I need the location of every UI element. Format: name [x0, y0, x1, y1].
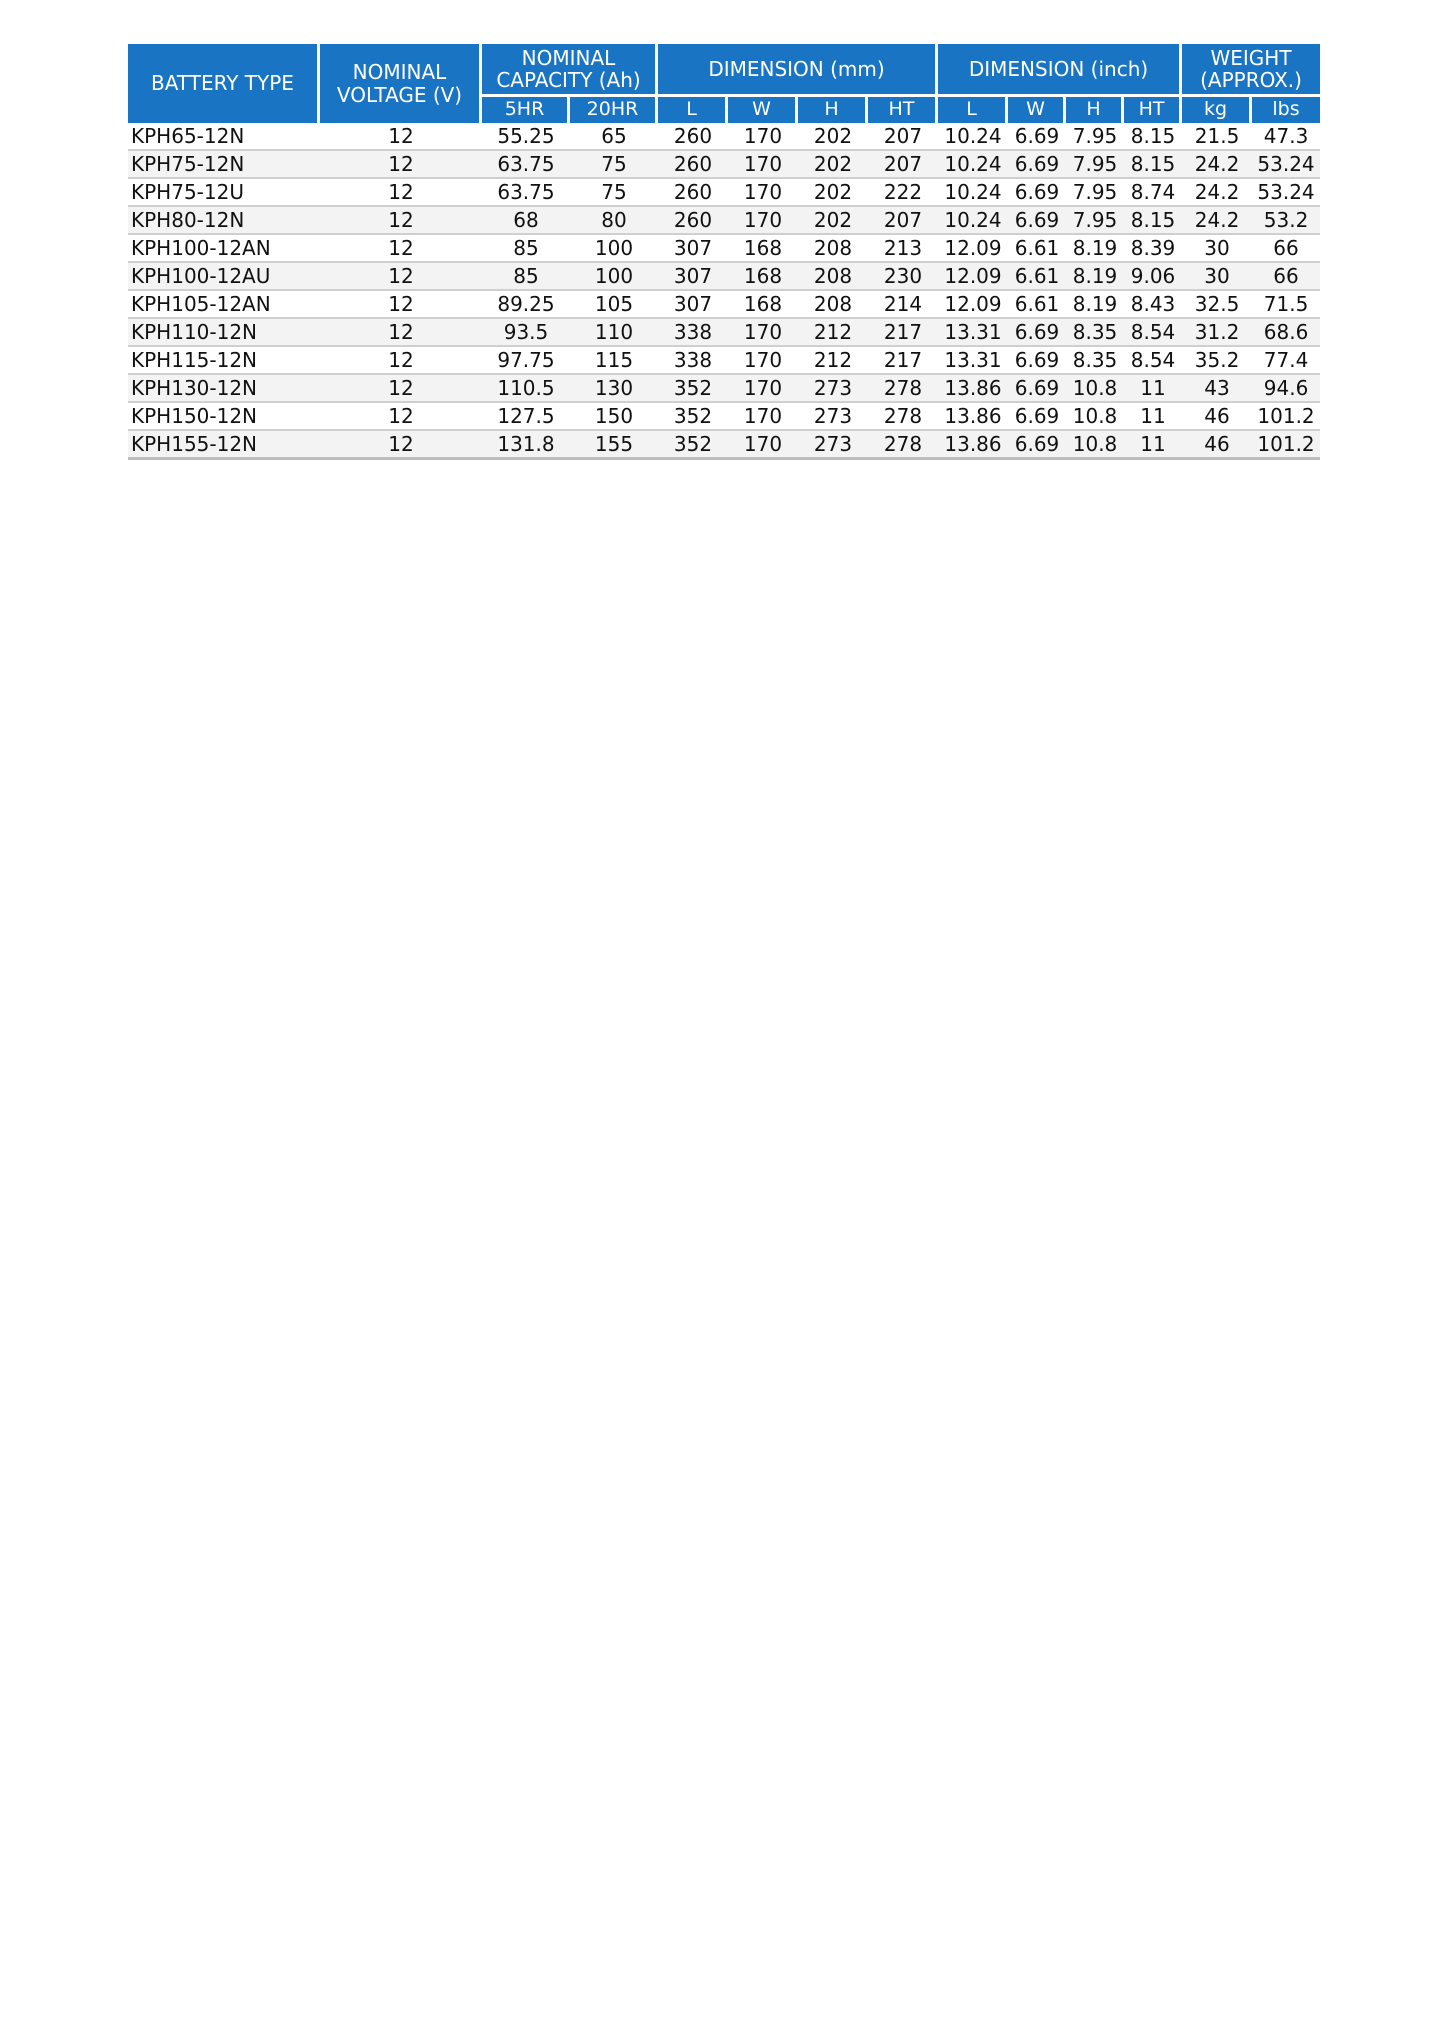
cell-dim-inch-l: 13.31	[938, 347, 1008, 375]
cell-dim-mm-l: 352	[658, 431, 728, 460]
battery-spec-table	[128, 44, 1320, 460]
cell-nominal-voltage: 12	[320, 375, 482, 403]
cell-dim-mm-h: 212	[798, 347, 868, 375]
cell-dim-inch-l: 13.31	[938, 319, 1008, 347]
table-row	[128, 151, 1320, 179]
cell-nominal-voltage: 12	[320, 347, 482, 375]
cell-dim-mm-w: 170	[728, 319, 798, 347]
cell-dim-inch-ht: 11	[1124, 431, 1182, 460]
cell-weight-kg: 24.2	[1182, 207, 1252, 235]
cell-dim-inch-w: 6.61	[1008, 235, 1066, 263]
cell-dim-mm-h: 202	[798, 207, 868, 235]
cell-capacity-20hr: 75	[570, 179, 658, 207]
cell-weight-lbs: 53.24	[1252, 151, 1320, 179]
cell-dim-inch-l: 13.86	[938, 375, 1008, 403]
cell-battery-type: KPH115-12N	[128, 347, 320, 375]
cell-nominal-voltage: 12	[320, 123, 482, 151]
cell-dim-inch-w: 6.61	[1008, 263, 1066, 291]
cell-dim-mm-w: 170	[728, 207, 798, 235]
cell-dim-mm-w: 168	[728, 263, 798, 291]
cell-dim-mm-h: 273	[798, 431, 868, 460]
cell-battery-type: KPH150-12N	[128, 403, 320, 431]
cell-dim-inch-ht: 8.15	[1124, 207, 1182, 235]
cell-dim-mm-l: 260	[658, 123, 728, 151]
table-row	[128, 179, 1320, 207]
cell-capacity-20hr: 155	[570, 431, 658, 460]
cell-dim-inch-w: 6.61	[1008, 291, 1066, 319]
cell-dim-inch-w: 6.69	[1008, 319, 1066, 347]
cell-dim-mm-ht: 207	[868, 151, 938, 179]
cell-dim-mm-l: 352	[658, 403, 728, 431]
cell-capacity-20hr: 105	[570, 291, 658, 319]
cell-dim-inch-h: 7.95	[1066, 123, 1124, 151]
cell-weight-lbs: 77.4	[1252, 347, 1320, 375]
cell-dim-mm-ht: 213	[868, 235, 938, 263]
cell-capacity-20hr: 80	[570, 207, 658, 235]
cell-dim-inch-l: 10.24	[938, 207, 1008, 235]
cell-nominal-voltage: 12	[320, 179, 482, 207]
subheader-mm-l: L	[658, 97, 728, 123]
cell-weight-lbs: 68.6	[1252, 319, 1320, 347]
cell-weight-lbs: 101.2	[1252, 403, 1320, 431]
cell-capacity-5hr: 89.25	[482, 291, 570, 319]
cell-dim-mm-l: 260	[658, 151, 728, 179]
cell-weight-kg: 43	[1182, 375, 1252, 403]
cell-weight-kg: 24.2	[1182, 151, 1252, 179]
cell-dim-inch-ht: 11	[1124, 403, 1182, 431]
cell-dim-mm-l: 307	[658, 235, 728, 263]
cell-dim-mm-ht: 278	[868, 375, 938, 403]
cell-capacity-20hr: 150	[570, 403, 658, 431]
cell-dim-mm-ht: 278	[868, 431, 938, 460]
cell-nominal-voltage: 12	[320, 431, 482, 460]
cell-weight-lbs: 66	[1252, 263, 1320, 291]
cell-nominal-voltage: 12	[320, 151, 482, 179]
table-row	[128, 319, 1320, 347]
cell-dim-mm-l: 260	[658, 179, 728, 207]
cell-dim-mm-ht: 217	[868, 319, 938, 347]
cell-battery-type: KPH110-12N	[128, 319, 320, 347]
cell-weight-kg: 21.5	[1182, 123, 1252, 151]
cell-dim-inch-h: 7.95	[1066, 151, 1124, 179]
cell-weight-kg: 35.2	[1182, 347, 1252, 375]
subheader-inch-l: L	[938, 97, 1008, 123]
cell-battery-type: KPH65-12N	[128, 123, 320, 151]
cell-dim-mm-ht: 214	[868, 291, 938, 319]
cell-nominal-voltage: 12	[320, 263, 482, 291]
cell-battery-type: KPH80-12N	[128, 207, 320, 235]
cell-dim-inch-l: 10.24	[938, 179, 1008, 207]
cell-dim-inch-ht: 8.54	[1124, 319, 1182, 347]
cell-dim-inch-ht: 8.15	[1124, 151, 1182, 179]
cell-capacity-5hr: 85	[482, 235, 570, 263]
cell-dim-inch-h: 10.8	[1066, 431, 1124, 460]
cell-dim-inch-ht: 9.06	[1124, 263, 1182, 291]
cell-dim-mm-w: 168	[728, 235, 798, 263]
cell-dim-inch-l: 10.24	[938, 151, 1008, 179]
cell-dim-mm-w: 170	[728, 123, 798, 151]
cell-dim-mm-w: 170	[728, 403, 798, 431]
cell-battery-type: KPH75-12U	[128, 179, 320, 207]
table-row	[128, 235, 1320, 263]
cell-capacity-20hr: 130	[570, 375, 658, 403]
table-row	[128, 403, 1320, 431]
cell-dim-mm-h: 202	[798, 179, 868, 207]
cell-dim-inch-w: 6.69	[1008, 123, 1066, 151]
table-row	[128, 347, 1320, 375]
cell-dim-inch-ht: 8.43	[1124, 291, 1182, 319]
cell-dim-inch-h: 10.8	[1066, 375, 1124, 403]
cell-weight-lbs: 47.3	[1252, 123, 1320, 151]
cell-capacity-20hr: 75	[570, 151, 658, 179]
cell-dim-mm-w: 170	[728, 151, 798, 179]
cell-capacity-20hr: 100	[570, 263, 658, 291]
cell-nominal-voltage: 12	[320, 291, 482, 319]
cell-weight-kg: 46	[1182, 431, 1252, 460]
cell-dim-inch-h: 8.19	[1066, 291, 1124, 319]
cell-dim-mm-l: 338	[658, 319, 728, 347]
cell-weight-kg: 31.2	[1182, 319, 1252, 347]
cell-weight-lbs: 101.2	[1252, 431, 1320, 460]
cell-capacity-5hr: 97.75	[482, 347, 570, 375]
cell-dim-inch-l: 12.09	[938, 235, 1008, 263]
cell-capacity-20hr: 115	[570, 347, 658, 375]
header-battery-type: BATTERY TYPE	[128, 44, 320, 123]
cell-capacity-5hr: 127.5	[482, 403, 570, 431]
cell-capacity-5hr: 110.5	[482, 375, 570, 403]
cell-nominal-voltage: 12	[320, 235, 482, 263]
cell-dim-inch-ht: 8.39	[1124, 235, 1182, 263]
subheader-kg: kg	[1182, 97, 1252, 123]
cell-weight-kg: 24.2	[1182, 179, 1252, 207]
cell-dim-mm-h: 202	[798, 123, 868, 151]
cell-dim-inch-w: 6.69	[1008, 403, 1066, 431]
header-nominal-voltage: NOMINAL VOLTAGE (V)	[320, 44, 482, 123]
subheader-inch-h: H	[1066, 97, 1124, 123]
cell-battery-type: KPH130-12N	[128, 375, 320, 403]
cell-dim-inch-ht: 8.74	[1124, 179, 1182, 207]
cell-dim-inch-w: 6.69	[1008, 151, 1066, 179]
cell-dim-inch-l: 12.09	[938, 263, 1008, 291]
cell-weight-lbs: 66	[1252, 235, 1320, 263]
cell-battery-type: KPH105-12AN	[128, 291, 320, 319]
cell-weight-kg: 46	[1182, 403, 1252, 431]
cell-dim-inch-l: 12.09	[938, 291, 1008, 319]
cell-capacity-5hr: 63.75	[482, 179, 570, 207]
cell-dim-inch-w: 6.69	[1008, 375, 1066, 403]
cell-capacity-20hr: 100	[570, 235, 658, 263]
cell-dim-inch-h: 8.19	[1066, 235, 1124, 263]
cell-weight-lbs: 53.2	[1252, 207, 1320, 235]
cell-dim-mm-ht: 217	[868, 347, 938, 375]
cell-capacity-5hr: 55.25	[482, 123, 570, 151]
cell-dim-inch-ht: 11	[1124, 375, 1182, 403]
subheader-5hr: 5HR	[482, 97, 570, 123]
cell-dim-inch-h: 10.8	[1066, 403, 1124, 431]
cell-nominal-voltage: 12	[320, 319, 482, 347]
cell-weight-lbs: 53.24	[1252, 179, 1320, 207]
cell-battery-type: KPH155-12N	[128, 431, 320, 460]
cell-dim-mm-w: 170	[728, 347, 798, 375]
cell-dim-inch-h: 7.95	[1066, 207, 1124, 235]
cell-dim-inch-w: 6.69	[1008, 207, 1066, 235]
cell-weight-kg: 30	[1182, 235, 1252, 263]
subheader-mm-w: W	[728, 97, 798, 123]
table-row	[128, 263, 1320, 291]
cell-dim-mm-h: 208	[798, 291, 868, 319]
cell-dim-mm-l: 307	[658, 263, 728, 291]
cell-dim-inch-ht: 8.15	[1124, 123, 1182, 151]
cell-dim-mm-l: 352	[658, 375, 728, 403]
header-dimension-mm: DIMENSION (mm)	[658, 44, 938, 97]
cell-dim-inch-w: 6.69	[1008, 179, 1066, 207]
table-header	[128, 44, 1320, 123]
cell-dim-mm-w: 170	[728, 375, 798, 403]
cell-capacity-20hr: 65	[570, 123, 658, 151]
cell-dim-inch-h: 7.95	[1066, 179, 1124, 207]
cell-weight-lbs: 94.6	[1252, 375, 1320, 403]
table-row	[128, 123, 1320, 151]
cell-dim-mm-l: 307	[658, 291, 728, 319]
cell-dim-inch-l: 13.86	[938, 403, 1008, 431]
cell-dim-mm-h: 208	[798, 263, 868, 291]
cell-battery-type: KPH75-12N	[128, 151, 320, 179]
subheader-lbs: lbs	[1252, 97, 1320, 123]
cell-capacity-5hr: 131.8	[482, 431, 570, 460]
cell-dim-mm-ht: 207	[868, 123, 938, 151]
cell-dim-mm-ht: 207	[868, 207, 938, 235]
cell-dim-inch-l: 13.86	[938, 431, 1008, 460]
subheader-inch-ht: HT	[1124, 97, 1182, 123]
subheader-inch-w: W	[1008, 97, 1066, 123]
cell-nominal-voltage: 12	[320, 403, 482, 431]
header-weight: WEIGHT (APPROX.)	[1182, 44, 1320, 97]
cell-capacity-5hr: 68	[482, 207, 570, 235]
cell-dim-mm-h: 273	[798, 375, 868, 403]
cell-dim-inch-w: 6.69	[1008, 431, 1066, 460]
cell-dim-mm-h: 212	[798, 319, 868, 347]
cell-dim-mm-h: 208	[798, 235, 868, 263]
cell-weight-lbs: 71.5	[1252, 291, 1320, 319]
cell-weight-kg: 32.5	[1182, 291, 1252, 319]
header-dimension-inch: DIMENSION (inch)	[938, 44, 1182, 97]
cell-capacity-20hr: 110	[570, 319, 658, 347]
subheader-20hr: 20HR	[570, 97, 658, 123]
cell-dim-mm-w: 168	[728, 291, 798, 319]
cell-dim-mm-w: 170	[728, 431, 798, 460]
header-row-top	[128, 44, 1320, 97]
subheader-mm-ht: HT	[868, 97, 938, 123]
subheader-mm-h: H	[798, 97, 868, 123]
cell-dim-mm-ht: 278	[868, 403, 938, 431]
table-row	[128, 291, 1320, 319]
cell-dim-inch-l: 10.24	[938, 123, 1008, 151]
cell-nominal-voltage: 12	[320, 207, 482, 235]
cell-dim-inch-h: 8.19	[1066, 263, 1124, 291]
cell-battery-type: KPH100-12AU	[128, 263, 320, 291]
cell-dim-mm-ht: 230	[868, 263, 938, 291]
cell-dim-mm-ht: 222	[868, 179, 938, 207]
cell-dim-inch-ht: 8.54	[1124, 347, 1182, 375]
cell-dim-inch-h: 8.35	[1066, 347, 1124, 375]
cell-dim-inch-w: 6.69	[1008, 347, 1066, 375]
table-body	[128, 123, 1320, 460]
cell-dim-mm-h: 273	[798, 403, 868, 431]
cell-weight-kg: 30	[1182, 263, 1252, 291]
cell-capacity-5hr: 85	[482, 263, 570, 291]
table-row	[128, 431, 1320, 460]
table-row	[128, 375, 1320, 403]
cell-capacity-5hr: 63.75	[482, 151, 570, 179]
table-row	[128, 207, 1320, 235]
cell-dim-mm-w: 170	[728, 179, 798, 207]
header-nominal-capacity: NOMINAL CAPACITY (Ah)	[482, 44, 658, 97]
cell-dim-mm-l: 338	[658, 347, 728, 375]
cell-dim-inch-h: 8.35	[1066, 319, 1124, 347]
cell-battery-type: KPH100-12AN	[128, 235, 320, 263]
cell-dim-mm-l: 260	[658, 207, 728, 235]
cell-capacity-5hr: 93.5	[482, 319, 570, 347]
cell-dim-mm-h: 202	[798, 151, 868, 179]
